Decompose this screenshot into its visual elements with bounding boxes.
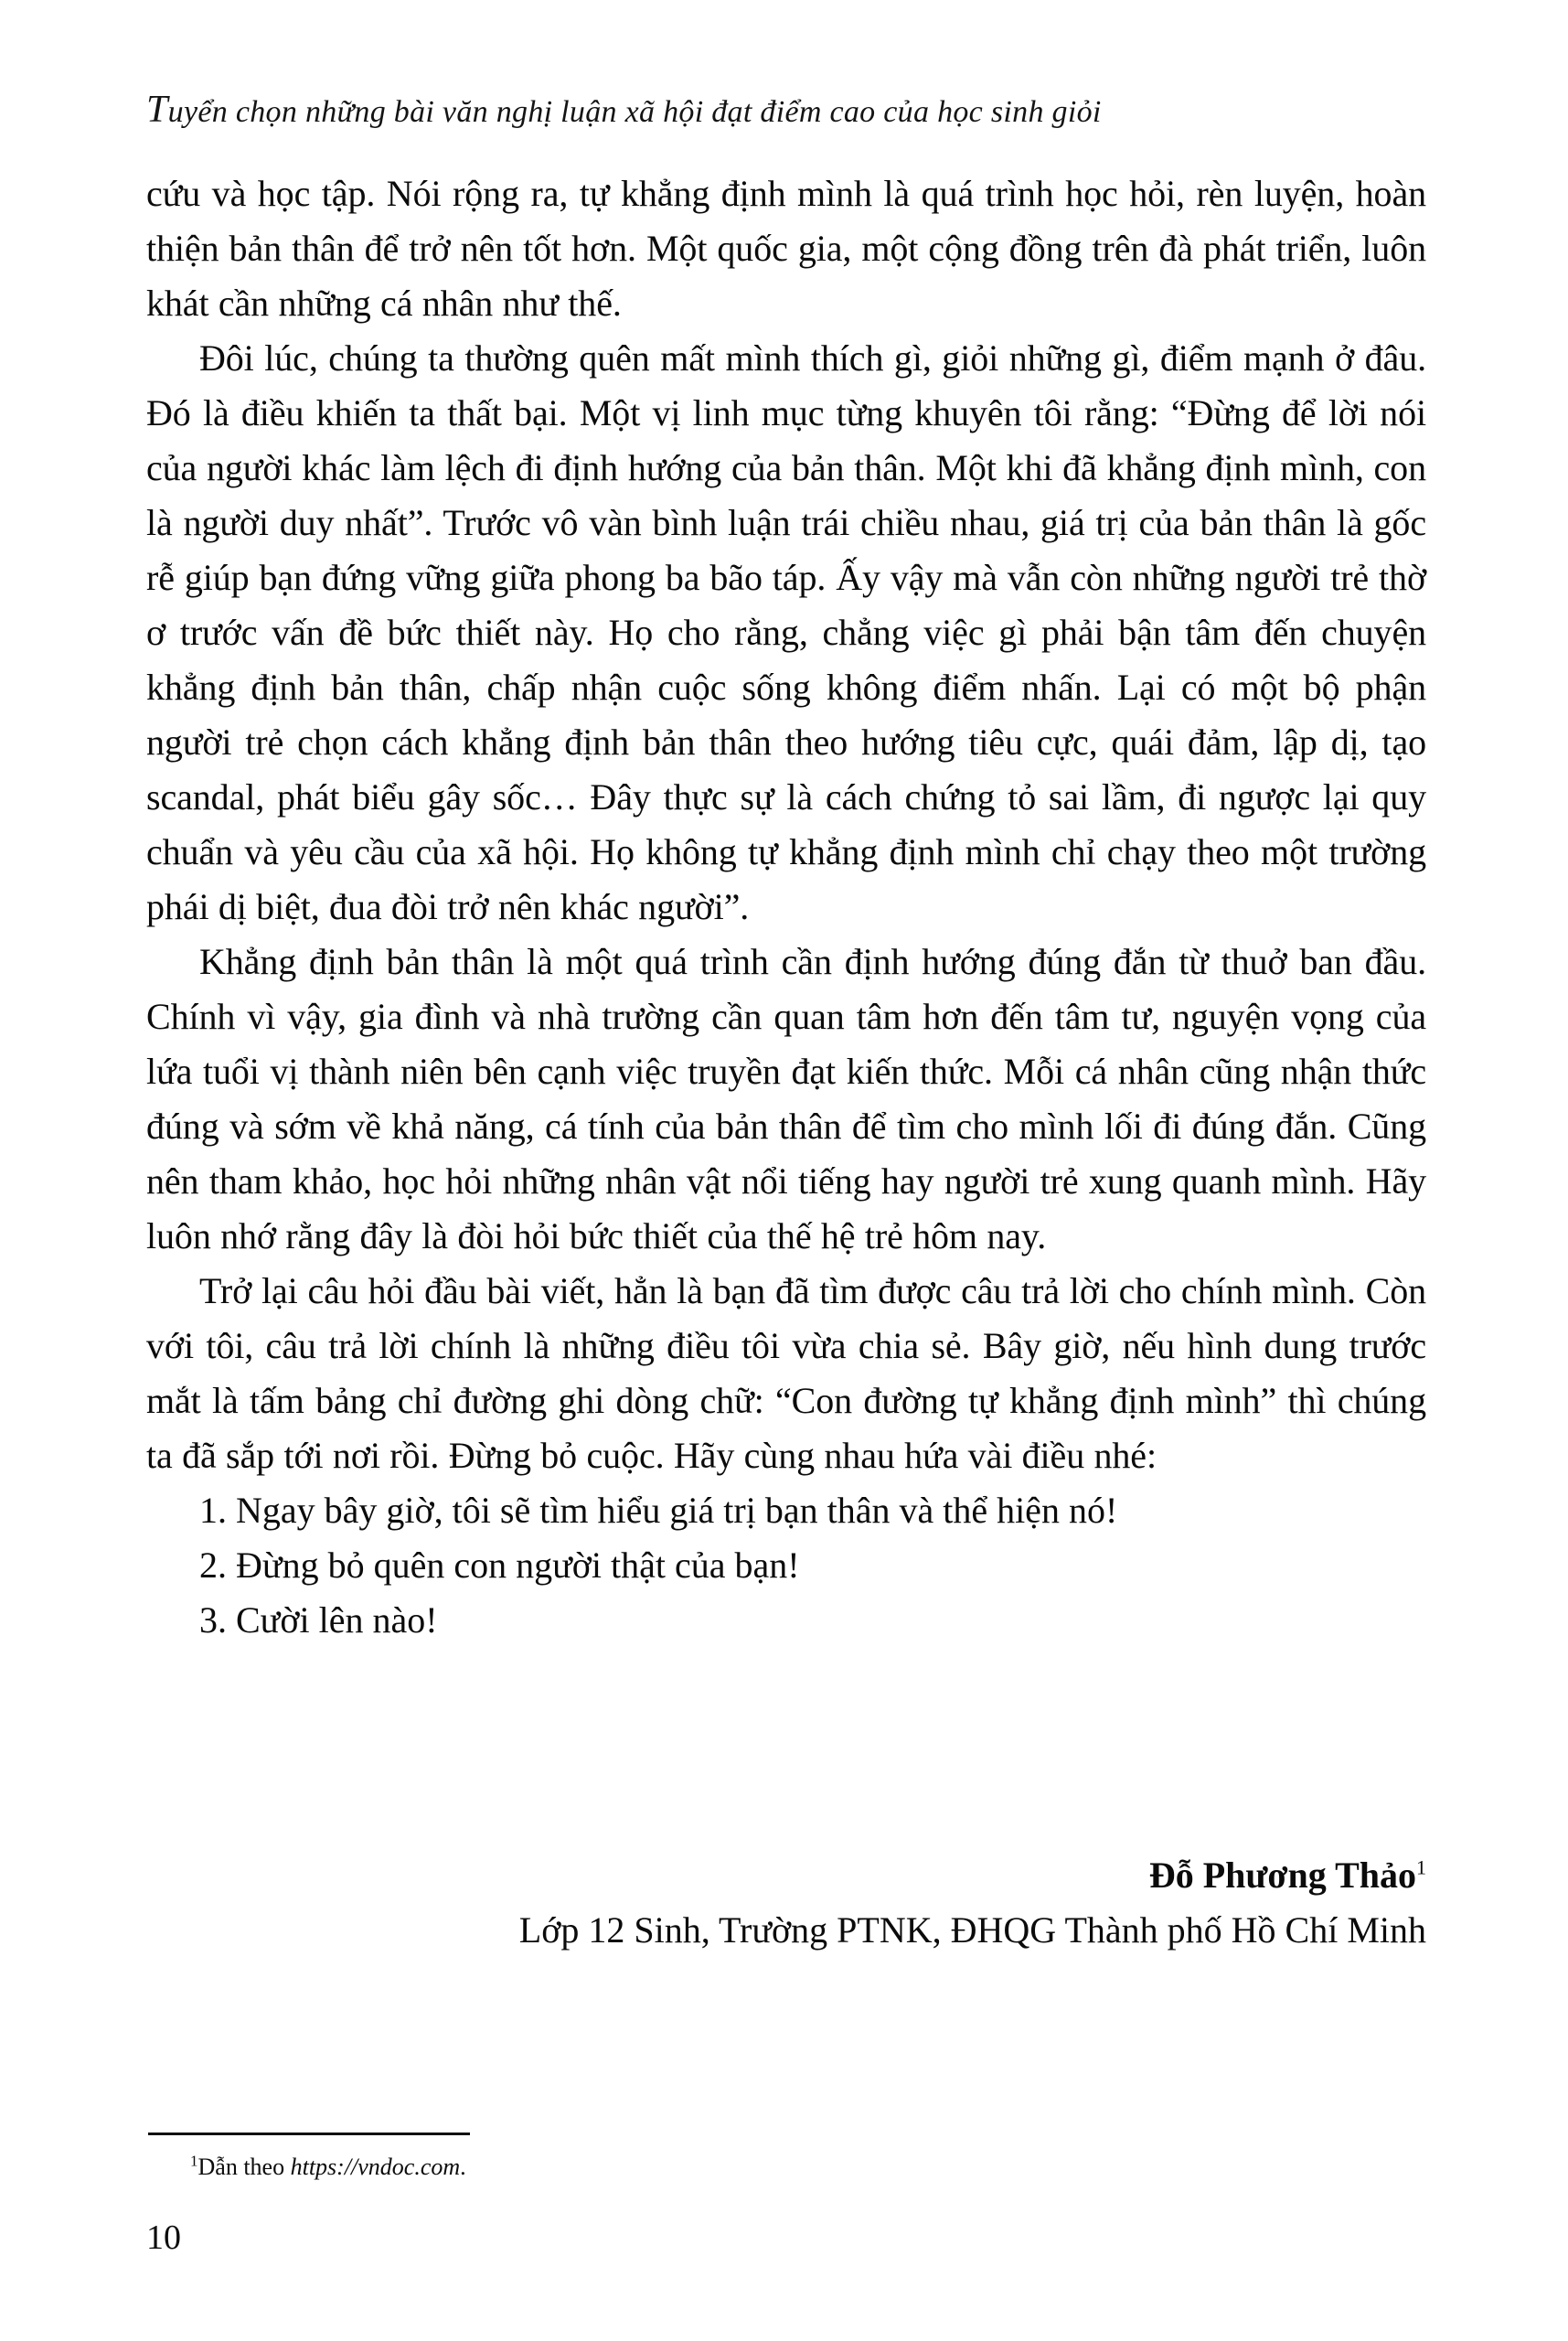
footnote-suffix: . xyxy=(460,2154,466,2180)
author-affiliation: Lớp 12 Sinh, Trường PTNK, ĐHQG Thành phố Hồ Chí Minh xyxy=(518,1909,1426,1951)
paragraph-4: Trở lại câu hỏi đầu bài viết, hẳn là bạn đã tìm được câu trả lời cho chính mình. Còn với tôi, câu trả lời chính là những điều tôi vừa chia sẻ. Bây giờ, nếu hình dung trước mắt là tấm bảng chỉ đường ghi dòng chữ: “Con đường tự khẳng định mình” thì chúng ta đã sắp tới nơi rồi. Đừng bỏ cuộc. Hãy cùng nhau hứa vài điều nhé: xyxy=(146,1270,1426,1476)
paragraph-2: Đôi lúc, chúng ta thường quên mất mình thích gì, giỏi những gì, điểm mạnh ở đâu. Đó là điều khiến ta thất bại. Một vị linh mục từng khuyên tôi rằng: “Đừng để lời nói của người khác làm lệch đi định hướng của bản thân. Một khi đã khẳng định mình, con là người duy nhất”. Trước vô vàn bình luận trái chiều nhau, giá trị của bản thân là gốc rễ giúp bạn đứng vững giữa phong ba bão táp. Ấy vậy mà vẫn còn những người trẻ thờ ơ trước vấn đề bức thiết này. Họ cho rằng, chẳng việc gì phải bận tâm đến chuyện khẳng định bản thân, chấp nhận cuộc sống không điểm nhấn. Lại có một bộ phận người trẻ chọn cách khẳng định bản thân theo hướng tiêu cực, quái đảm, lập dị, tạo scandal, phát biểu gây sốc… Đây thực sự là cách chứng tỏ sai lầm, đi ngược lại quy chuẩn và yêu cầu của xã hội. Họ không tự khẳng định mình chỉ chạy theo một trường phái dị biệt, đua đòi trở nên khác người”. xyxy=(146,337,1426,927)
body-column xyxy=(146,166,1426,1648)
paragraph-1: cứu và học tập. Nói rộng ra, tự khẳng định mình là quá trình học hỏi, rèn luyện, hoàn thiện bản thân để trở nên tốt hơn. Một quốc gia, một cộng đồng trên đà phát triển, luôn khát cần những cá nhân như thế. xyxy=(146,173,1426,324)
footnote-separator xyxy=(148,2133,470,2135)
running-header xyxy=(146,88,1426,132)
page-number: 10 xyxy=(146,2218,181,2257)
author-name-text: Đỗ Phương Thảo xyxy=(1148,1855,1416,1896)
footnote xyxy=(146,2151,1426,2184)
running-header-text: uyển chọn những bài văn nghị luận xã hội đạt điểm cao của học sinh giỏi xyxy=(167,95,1102,129)
running-header-dropcap: T xyxy=(146,89,168,131)
paragraph-3: Khẳng định bản thân là một quá trình cần định hướng đúng đắn từ thuở ban đầu. Chính vì vậy, gia đình và nhà trường cần quan tâm hơn đến tâm tư, nguyện vọng của lứa tuổi vị thành niên bên cạnh việc truyền đạt kiến thức. Mỗi cá nhân cũng nhận thức đúng và sớm về khả năng, cá tính của bản thân để tìm cho mình lối đi đúng đắn. Cũng nên tham khảo, học hỏi những nhân vật nổi tiếng hay người trẻ xung quanh mình. Hãy luôn nhớ rằng đây là đòi hỏi bức thiết của thế hệ trẻ hôm nay. xyxy=(146,941,1426,1256)
promise-item-2: 2. Đừng bỏ quên con người thật của bạn! xyxy=(199,1545,800,1586)
promise-item-3: 3. Cười lên nào! xyxy=(199,1599,438,1641)
signature-block xyxy=(146,1849,1426,1959)
footnote-marker: 1 xyxy=(190,2152,198,2170)
promise-item-1: 1. Ngay bây giờ, tôi sẽ tìm hiểu giá trị bạn thân và thể hiện nó! xyxy=(199,1490,1118,1531)
author-name xyxy=(146,1849,1426,1902)
author-footnote-marker: 1 xyxy=(1416,1855,1426,1879)
footnote-prefix: Dẫn theo xyxy=(197,2154,291,2180)
footnote-url: https://vndoc.com xyxy=(290,2154,461,2180)
